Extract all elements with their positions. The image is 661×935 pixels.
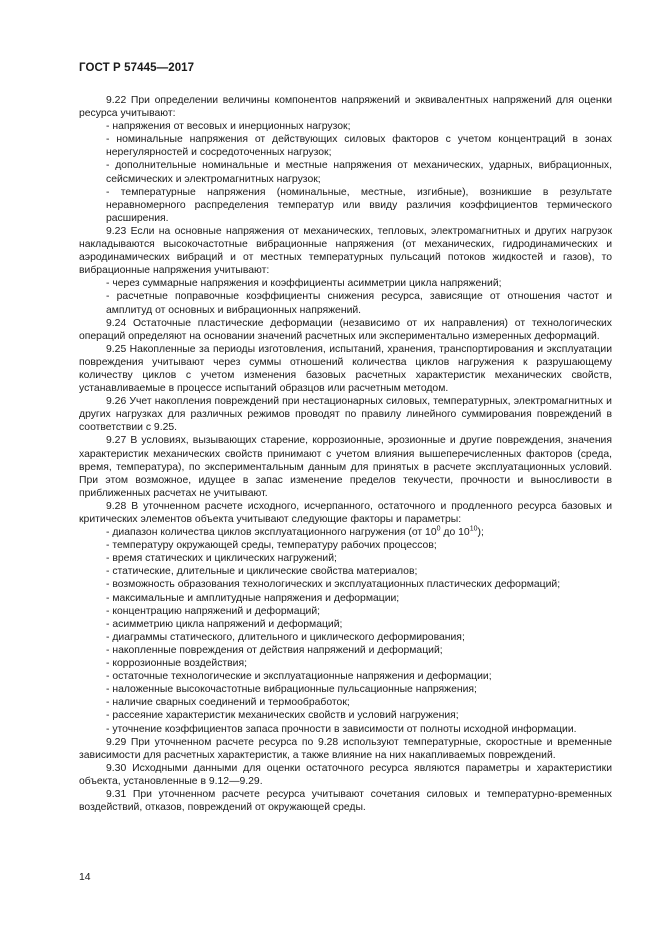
list-item: - асимметрию цикла напряжений и деформаций; (106, 618, 343, 630)
superscript: 0 (436, 525, 441, 533)
list-item-text: до 10 (440, 527, 470, 539)
paragraph-9-25: 9.25 Накопленные за периоды изготовления, испытаний, хранения, транспортирования и эксплуатации повреждения учитывают через суммы отношений количества циклов нагружения к разрушающему количеству циклов с учетом изменения базовых расчетных характеристик механических свойств, устанавливаемые в процессе испытаний образцов или расчетным методом. (79, 343, 612, 395)
list-item: - накопленные повреждения от действия напряжений и деформаций; (106, 644, 443, 656)
list-item: - температуру окружающей среды, температуру рабочих процессов; (106, 540, 437, 552)
paragraph-9-29: 9.29 При уточненном расчете ресурса по 9.28 используют температурные, скоростные и временные зависимости для расчетных характеристик, а также влияние на них накапливаемых повреждений. (79, 736, 612, 761)
list-item: - статические, длительные и циклические свойства материалов; (106, 566, 418, 578)
list-item: - напряжения от весовых и инерционных нагрузок; (106, 121, 351, 133)
list-item: - наличие сварных соединений и термообработок; (106, 697, 350, 709)
list-item: - через суммарные напряжения и коэффициенты асимметрии цикла напряжений; (106, 278, 502, 290)
list-item: - остаточные технологические и эксплуатационные напряжения и деформации; (106, 671, 492, 683)
document-body (79, 94, 612, 814)
list-item: - наложенные высокочастотные вибрационные пульсационные напряжения; (106, 684, 477, 696)
paragraph-9-31: 9.31 При уточненном расчете ресурса учитывают сочетания силовых и температурно-временных воздействий, отказов, повреждений от окружающей среды. (79, 788, 612, 814)
paragraph-9-28: 9.28 В уточненном расчете исходного, исчерпанного, остаточного и продленного ресурса базовых и критических элементов объекта учитывают следующие факторы и параметры: (79, 500, 612, 525)
list-item: - температурные напряжения (номинальные, местные, изгибные), возникшие в результате неравномерного распределения температур или ввиду различия коэффициентов термического расширения. (106, 186, 612, 224)
list-item: - возможность образования технологических и эксплуатационных пластических деформаций; (106, 579, 561, 591)
list-item: - рассеяние характеристик механических свойств и условий нагружения; (106, 710, 459, 722)
list-item: - уточнение коэффициентов запаса прочности в зависимости от полноты исходной информации. (106, 723, 577, 735)
list-item: - коррозионные воздействия; (106, 658, 248, 670)
list-item: - время статических и циклических нагружений; (106, 553, 337, 565)
paragraph-9-27: 9.27 В условиях, вызывающих старение, коррозионные, эрозионные и другие повреждения, значения характеристик механических свойств принимают с учетом влияния вышеперечисленных факторов (среда, время, температура), по экспериментальным данным для принятых в расчете эксплуатационных условий. При этом возможное, идущее в запас изменение пределов текучести, прочности и выносливости в приближенных расчетах не учитывают. (79, 435, 612, 499)
list-item: - концентрацию напряжений и деформаций; (106, 605, 321, 617)
paragraph-9-30: 9.30 Исходными данными для оценки остаточного ресурса являются параметры и характеристики объекта, установленные в 9.12—9.29. (79, 762, 612, 787)
list-item (79, 526, 612, 539)
page-number: 14 (79, 872, 91, 883)
list-item-text: ); (477, 527, 484, 539)
paragraph-9-23: 9.23 Если на основные напряжения от механических, тепловых, электромагнитных и других нагрузок накладываются высокочастотные вибрационные напряжения (от механических, гидродинамических и аэродинамических вибраций и от местных температурных пульсаций потоков жидкостей и газов), то вибрационные напряжения учитывают: (79, 225, 612, 277)
paragraph-9-24: 9.24 Остаточные пластические деформации (независимо от их направления) от технологических операций определяют на основании значений расчетных или экспериментально измеренных деформаций. (79, 317, 612, 342)
list-item-text: - диапазон количества циклов эксплуатационного нагружения (от 10 (106, 527, 437, 539)
list-item: - дополнительные номинальные и местные напряжения от механических, ударных, вибрационных, сейсмических и электромагнитных нагрузок; (106, 160, 612, 185)
list-item: - диаграммы статического, длительного и циклического деформирования; (106, 631, 465, 643)
list-item: - номинальные напряжения от действующих силовых факторов с учетом концентраций в зонах нерегулярностей и сосредоточенных нагрузок; (106, 134, 612, 159)
paragraph-9-26: 9.26 Учет накопления повреждений при нестационарных силовых, температурных, электромагнитных и других нагрузках для различных режимов проводят по правилу линейного суммирования повреждений в соответствии с 9.25. (79, 396, 612, 434)
superscript: 10 (469, 525, 478, 533)
list-item: - максимальные и амплитудные напряжения и деформации; (106, 592, 400, 604)
paragraph-9-22: 9.22 При определении величины компонентов напряжений и эквивалентных напряжений для оценки ресурса учитывают: (79, 95, 612, 120)
standard-header: ГОСТ Р 57445—2017 (79, 62, 195, 74)
list-item: - расчетные поправочные коэффициенты снижения ресурса, зависящие от отношения частот и амплитуд от основных и вибрационных напряжений. (106, 291, 612, 316)
